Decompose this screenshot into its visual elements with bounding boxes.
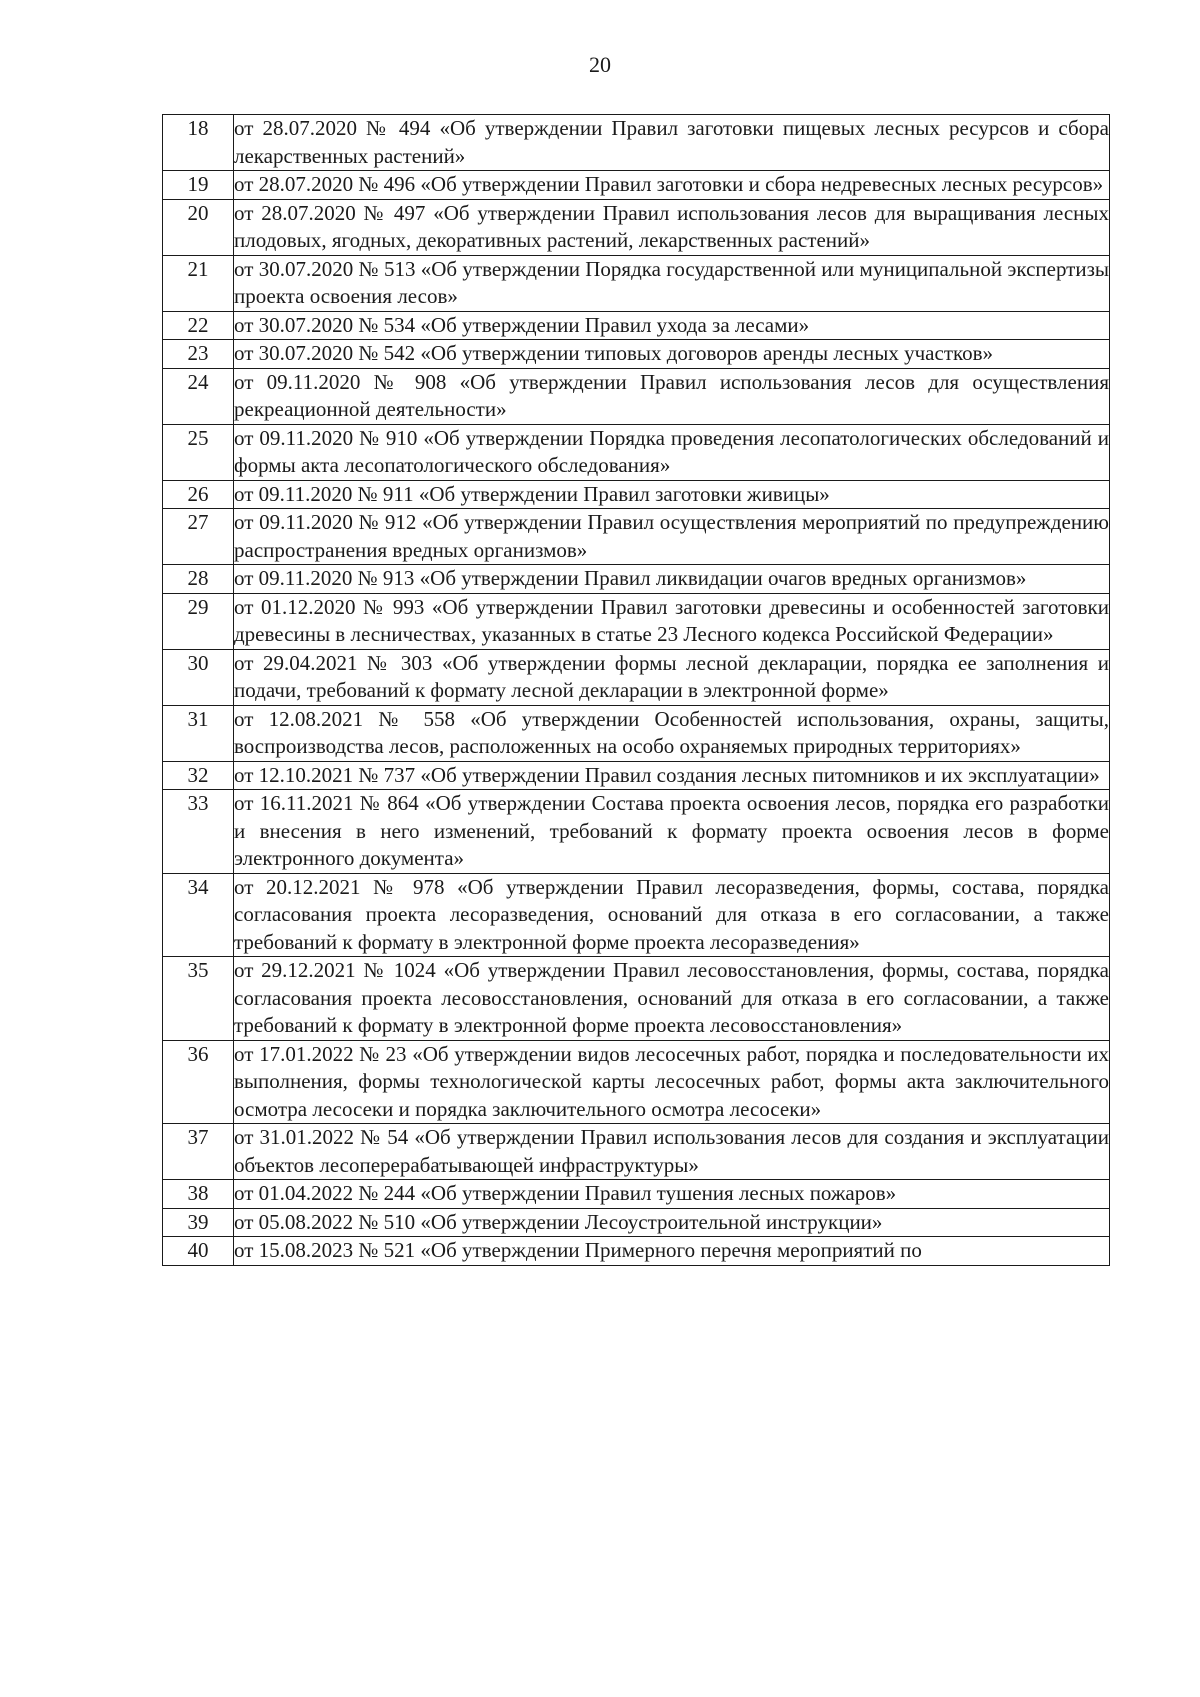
table-row [163, 1208, 1110, 1237]
table-row [163, 649, 1110, 705]
table-row [163, 115, 1110, 171]
row-text: от 09.11.2020 № 911 «Об утверждении Правил заготовки живицы» [234, 480, 1110, 509]
row-text: от 01.12.2020 № 993 «Об утверждении Правил заготовки древесины и особенностей заготовки древесины в лесничествах, указанных в статье 23 Лесного кодекса Российской Федерации» [234, 593, 1110, 649]
row-number: 21 [163, 255, 234, 311]
row-number: 36 [163, 1040, 234, 1124]
row-number: 24 [163, 368, 234, 424]
row-number: 33 [163, 790, 234, 874]
table-row [163, 957, 1110, 1041]
row-number: 29 [163, 593, 234, 649]
row-text: от 09.11.2020 № 913 «Об утверждении Правил ликвидации очагов вредных организмов» [234, 565, 1110, 594]
row-number: 38 [163, 1180, 234, 1209]
row-text: от 31.01.2022 № 54 «Об утверждении Правил использования лесов для создания и эксплуатации объектов лесоперерабатывающей инфраструктуры» [234, 1124, 1110, 1180]
table-row [163, 873, 1110, 957]
table-row [163, 1124, 1110, 1180]
row-text: от 28.07.2020 № 494 «Об утверждении Правил заготовки пищевых лесных ресурсов и сбора лекарственных растений» [234, 115, 1110, 171]
row-text: от 29.04.2021 № 303 «Об утверждении формы лесной декларации, порядка ее заполнения и подачи, требований к формату лесной декларации в электронной форме» [234, 649, 1110, 705]
row-number: 35 [163, 957, 234, 1041]
row-text: от 30.07.2020 № 534 «Об утверждении Правил ухода за лесами» [234, 311, 1110, 340]
table-body [163, 115, 1110, 1266]
row-number: 26 [163, 480, 234, 509]
table-row [163, 1040, 1110, 1124]
table-row [163, 1180, 1110, 1209]
row-number: 28 [163, 565, 234, 594]
row-number: 23 [163, 340, 234, 369]
row-number: 18 [163, 115, 234, 171]
table-row [163, 705, 1110, 761]
table-row [163, 368, 1110, 424]
row-number: 27 [163, 509, 234, 565]
row-text: от 01.04.2022 № 244 «Об утверждении Правил тушения лесных пожаров» [234, 1180, 1110, 1209]
row-text: от 20.12.2021 № 978 «Об утверждении Правил лесоразведения, формы, состава, порядка согласования проекта лесоразведения, оснований для отказа в его согласовании, а также требований к формату в электронной форме проекта лесоразведения» [234, 873, 1110, 957]
row-number: 19 [163, 171, 234, 200]
row-text: от 09.11.2020 № 908 «Об утверждении Правил использования лесов для осуществления рекреационной деятельности» [234, 368, 1110, 424]
row-text: от 12.10.2021 № 737 «Об утверждении Правил создания лесных питомников и их эксплуатации» [234, 761, 1110, 790]
row-text: от 05.08.2022 № 510 «Об утверждении Лесоустроительной инструкции» [234, 1208, 1110, 1237]
row-number: 30 [163, 649, 234, 705]
row-text: от 17.01.2022 № 23 «Об утверждении видов лесосечных работ, порядка и последовательности их выполнения, формы технологической карты лесосечных работ, формы акта заключительного осмотра лесосеки и порядка заключительного осмотра лесосеки» [234, 1040, 1110, 1124]
row-number: 34 [163, 873, 234, 957]
row-number: 31 [163, 705, 234, 761]
table-row [163, 340, 1110, 369]
regulations-table [162, 114, 1110, 1266]
row-text: от 16.11.2021 № 864 «Об утверждении Состава проекта освоения лесов, порядка его разработки и внесения в него изменений, требований к формату проекта освоения лесов в форме электронного документа» [234, 790, 1110, 874]
table-row [163, 790, 1110, 874]
row-text: от 09.11.2020 № 912 «Об утверждении Правил осуществления мероприятий по предупреждению распространения вредных организмов» [234, 509, 1110, 565]
row-text: от 12.08.2021 № 558 «Об утверждении Особенностей использования, охраны, защиты, воспроизводства лесов, расположенных на особо охраняемых природных территориях» [234, 705, 1110, 761]
table-row [163, 255, 1110, 311]
row-number: 37 [163, 1124, 234, 1180]
table-row [163, 761, 1110, 790]
row-number: 40 [163, 1237, 234, 1266]
table-row [163, 593, 1110, 649]
table-row [163, 171, 1110, 200]
row-number: 20 [163, 199, 234, 255]
table-row [163, 311, 1110, 340]
row-text: от 30.07.2020 № 542 «Об утверждении типовых договоров аренды лесных участков» [234, 340, 1110, 369]
row-text: от 15.08.2023 № 521 «Об утверждении Примерного перечня мероприятий по [234, 1237, 1110, 1266]
row-number: 22 [163, 311, 234, 340]
row-text: от 29.12.2021 № 1024 «Об утверждении Правил лесовосстановления, формы, состава, порядка согласования проекта лесовосстановления, оснований для отказа в его согласовании, а также требований к формату в электронной форме проекта лесовосстановления» [234, 957, 1110, 1041]
row-number: 32 [163, 761, 234, 790]
row-number: 25 [163, 424, 234, 480]
row-text: от 30.07.2020 № 513 «Об утверждении Порядка государственной или муниципальной экспертизы проекта освоения лесов» [234, 255, 1110, 311]
table-row [163, 565, 1110, 594]
row-number: 39 [163, 1208, 234, 1237]
table-row [163, 480, 1110, 509]
table-row [163, 509, 1110, 565]
row-text: от 09.11.2020 № 910 «Об утверждении Порядка проведения лесопатологических обследований и формы акта лесопатологического обследования» [234, 424, 1110, 480]
table-row [163, 199, 1110, 255]
page-number: 20 [589, 52, 611, 77]
row-text: от 28.07.2020 № 496 «Об утверждении Правил заготовки и сбора недревесных лесных ресурсов» [234, 171, 1110, 200]
table-row [163, 1237, 1110, 1266]
table-row [163, 424, 1110, 480]
row-text: от 28.07.2020 № 497 «Об утверждении Правил использования лесов для выращивания лесных плодовых, ягодных, декоративных растений, лекарственных растений» [234, 199, 1110, 255]
